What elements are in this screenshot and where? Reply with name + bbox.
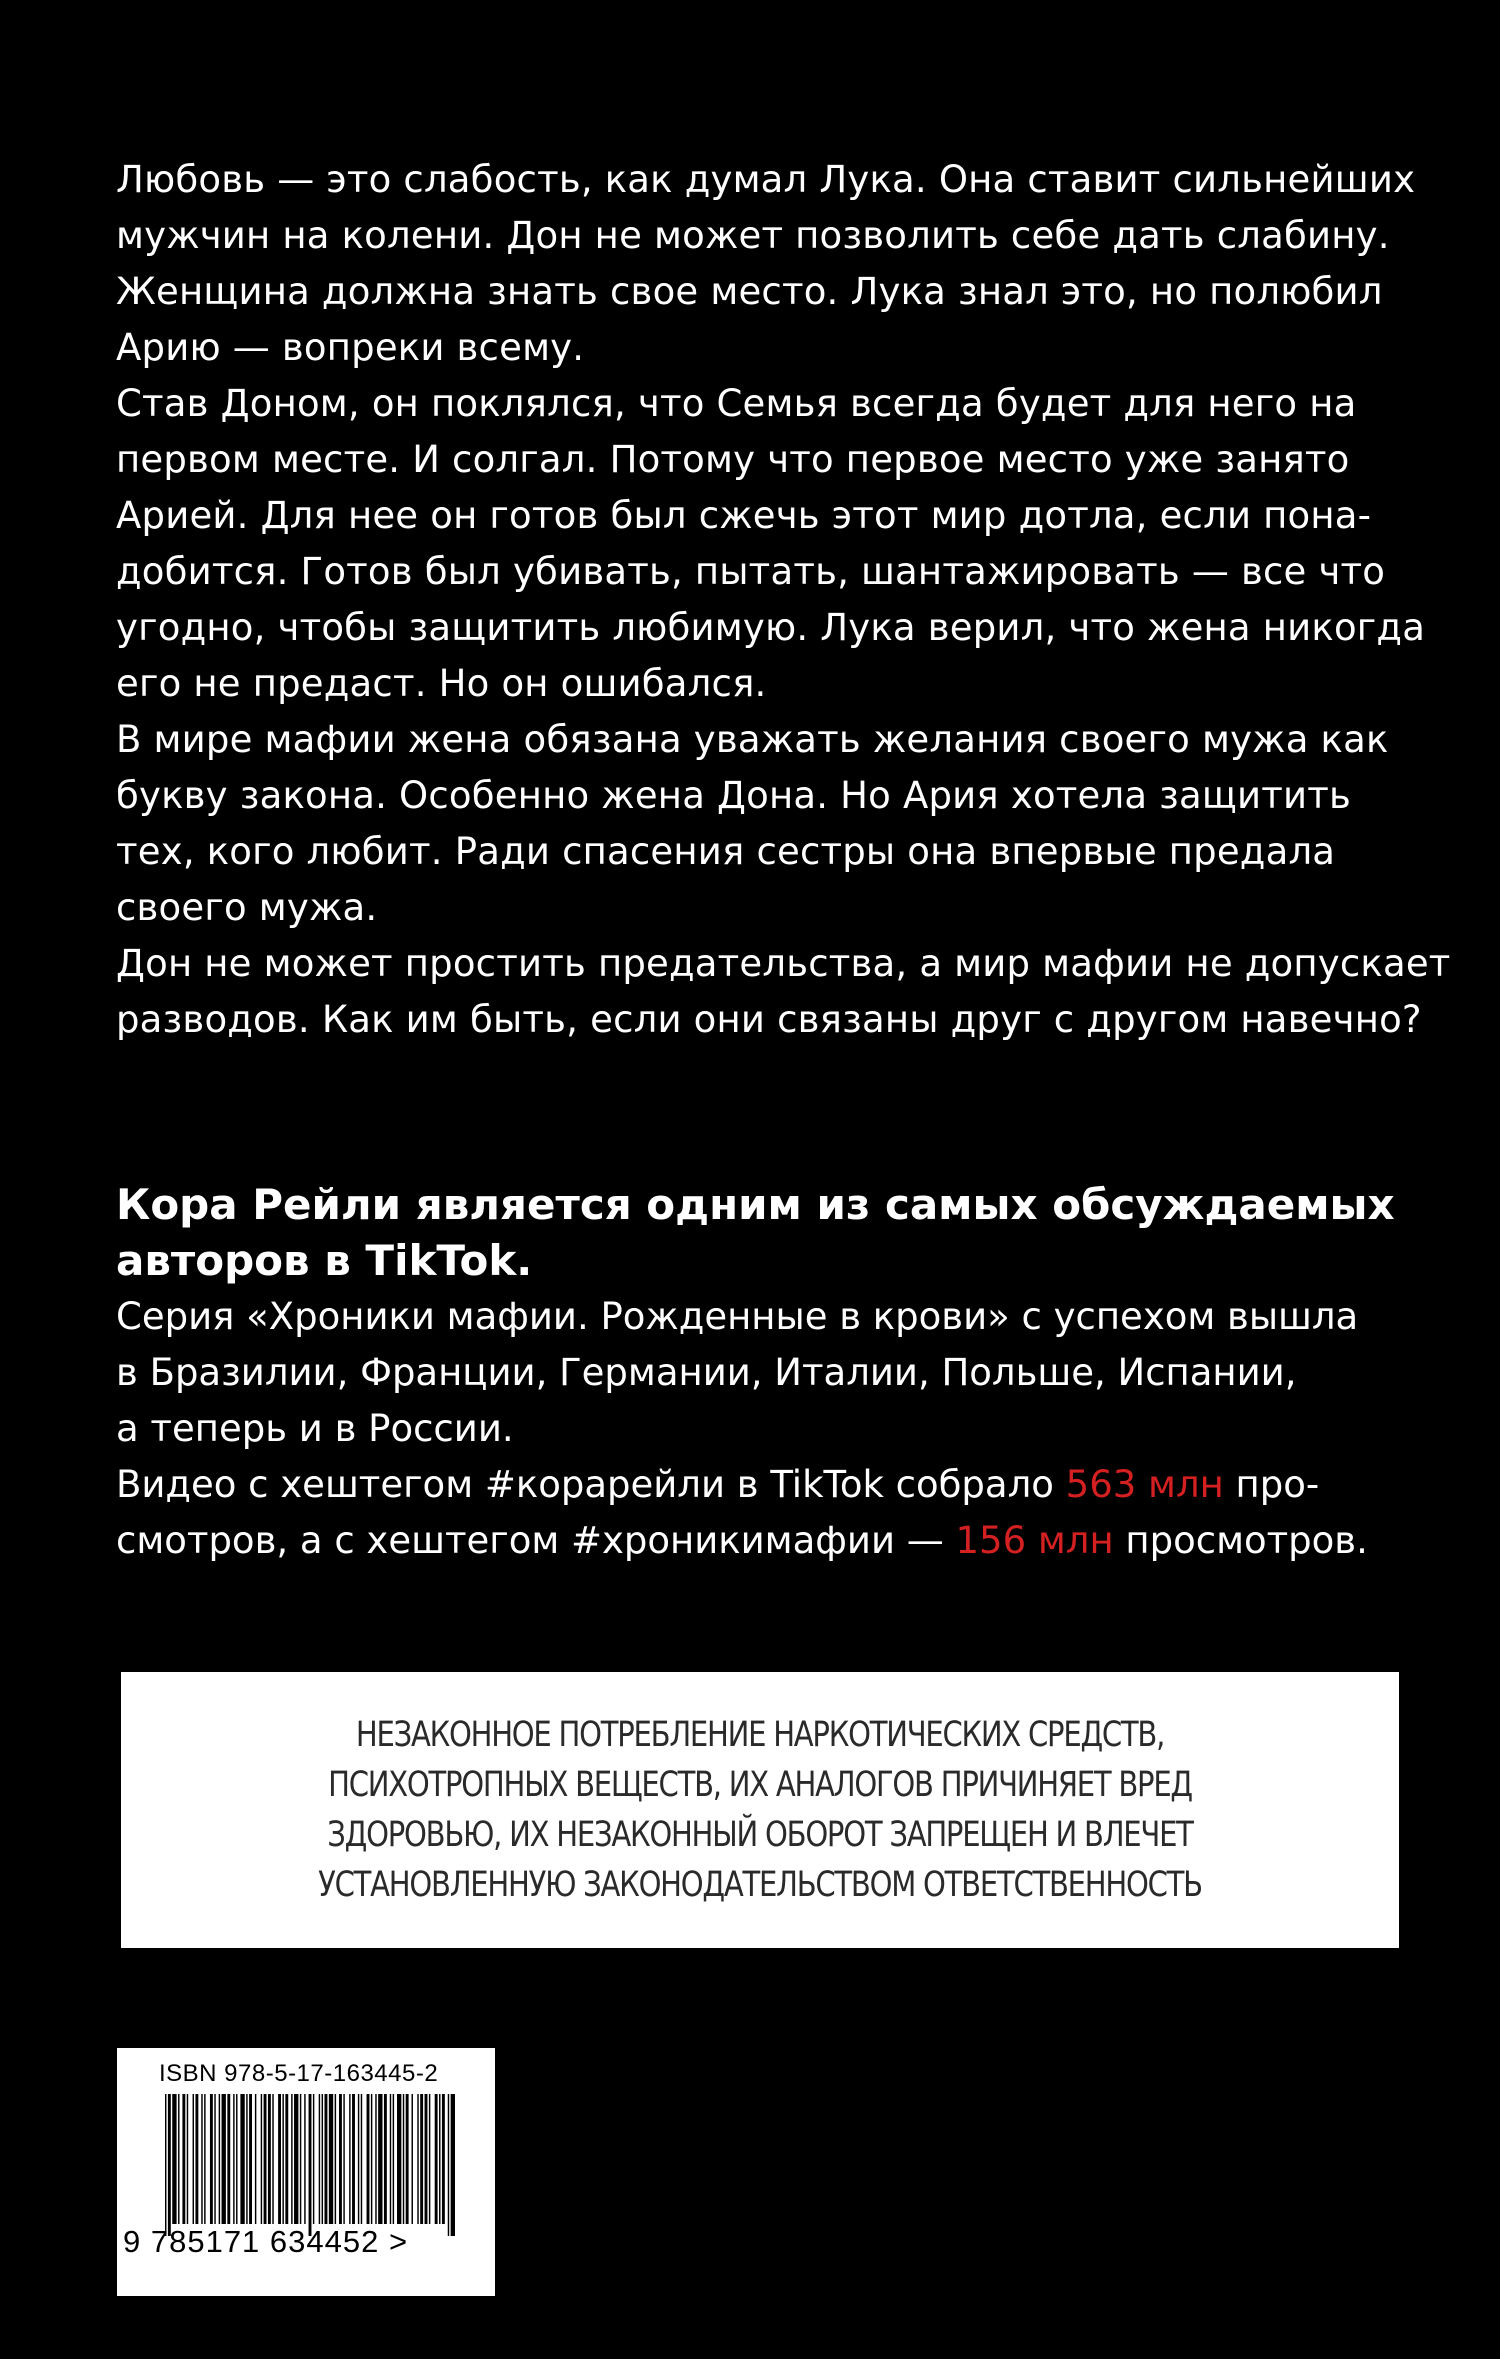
views-line <box>116 1513 1416 1569</box>
barcode-image <box>165 2094 455 2236</box>
barcode-bar <box>319 2094 320 2224</box>
barcode-bar <box>291 2094 292 2224</box>
views-line <box>116 1457 1416 1513</box>
barcode-bar <box>249 2094 252 2224</box>
warning-line: ПСИХОТРОПНЫХ ВЕЩЕСТВ, ИХ АНАЛОГОВ ПРИЧИНЯЕТ ВРЕД <box>328 1765 1192 1805</box>
synopsis-line: букву закона. Особенно жена Дона. Но Ария хотела защитить <box>116 774 1351 817</box>
warning-line: НЕЗАКОННОЕ ПОТРЕБЛЕНИЕ НАРКОТИЧЕСКИХ СРЕДСТВ, <box>355 1715 1165 1755</box>
barcode-bar <box>233 2094 234 2224</box>
synopsis-line: Любовь — это слабость, как думал Лука. Она ставит сильнейших <box>116 158 1416 201</box>
barcode-bar <box>451 2094 455 2236</box>
barcode-bar <box>367 2094 370 2224</box>
barcode-bar <box>272 2094 273 2224</box>
barcode-bar <box>322 2094 323 2224</box>
barcode-bar <box>375 2094 376 2224</box>
synopsis-line: тех, кого любит. Ради спасения сестры она впервые предала <box>116 830 1336 873</box>
barcode-bar <box>165 2094 166 2236</box>
views-text: просмотров. <box>1113 1519 1368 1562</box>
barcode-bar <box>309 2094 312 2236</box>
barcode-bar <box>406 2094 409 2224</box>
warning-line: УСТАНОВЛЕННУЮ ЗАКОНОДАТЕЛЬСТВОМ ОТВЕТСТВЕННОСТЬ <box>318 1865 1202 1905</box>
about-author <box>116 1177 1416 1569</box>
barcode-bar <box>361 2094 362 2224</box>
barcode-bar <box>285 2094 288 2224</box>
series-line: Серия «Хроники мафии. Рожденные в крови» с успехом вышла <box>116 1295 1359 1338</box>
synopsis-line: разводов. Как им быть, если они связаны друг с другом навечно? <box>116 998 1422 1041</box>
barcode-bar <box>264 2094 267 2224</box>
barcode-bar <box>210 2094 213 2224</box>
barcode-bar <box>384 2094 387 2224</box>
barcode-bar <box>378 2094 382 2224</box>
barcode-bar <box>168 2094 171 2236</box>
barcode-bar <box>335 2094 336 2224</box>
barcode-bar <box>222 2094 226 2224</box>
barcode-bar <box>178 2094 179 2224</box>
barcode-bar <box>448 2094 449 2236</box>
synopsis-line: первом месте. И солгал. Потому что первое место уже занято <box>116 438 1350 481</box>
about-heading-line: авторов в TikTok. <box>116 1236 533 1285</box>
synopsis-line: В мире мафии жена обязана уважать желания своего мужа как <box>116 718 1389 761</box>
barcode-bar <box>352 2094 355 2224</box>
barcode-bar <box>193 2094 194 2224</box>
synopsis-line: Женщина должна знать свое место. Лука знал это, но полюбил <box>116 270 1383 313</box>
barcode-bar <box>294 2094 298 2224</box>
barcode-bar <box>393 2094 394 2224</box>
barcode-bar <box>429 2094 430 2224</box>
barcode-bar <box>219 2094 220 2224</box>
barcode-bar <box>343 2094 344 2224</box>
barcode-bar <box>390 2094 391 2224</box>
barcode-bar <box>304 2094 305 2224</box>
barcode-bar <box>300 2094 301 2224</box>
barcode-bar <box>268 2094 271 2224</box>
barcode-bar <box>439 2094 440 2224</box>
synopsis-text <box>116 152 1451 1048</box>
views-count-highlight: 563 млн <box>1065 1463 1224 1506</box>
synopsis-line: его не предаст. Но он ошибался. <box>116 662 767 705</box>
barcode-bar <box>240 2094 244 2224</box>
synopsis-line: Арию — вопреки всему. <box>116 326 585 369</box>
about-heading-line: Кора Рейли является одним из самых обсуждаемых <box>116 1180 1395 1229</box>
synopsis-line: угодно, чтобы защитить любимую. Лука верил, что жена никогда <box>116 606 1426 649</box>
barcode-bar <box>397 2094 401 2224</box>
barcode-bar <box>349 2094 350 2224</box>
views-text: смотров, а с хештегом #хроникимафии — <box>116 1519 956 1562</box>
views-text: Видео с хештегом #корарейли в TikTok собрало <box>116 1463 1066 1506</box>
barcode-bar <box>227 2094 230 2224</box>
barcode-bar <box>371 2094 372 2224</box>
barcode-bar <box>172 2094 176 2224</box>
barcode-bar <box>195 2094 198 2224</box>
barcode-bar <box>187 2094 188 2224</box>
barcode-bar <box>442 2094 445 2224</box>
warning-line: ЗДОРОВЬЮ, ИХ НЕЗАКОННЫЙ ОБОРОТ ЗАПРЕЩЕН И ВЛЕЧЕТ <box>327 1815 1193 1855</box>
barcode-bar <box>420 2094 423 2224</box>
barcode-bar <box>246 2094 247 2224</box>
barcode-digits: 9 785171 634452 > <box>123 2224 409 2259</box>
series-line: а теперь и в России. <box>116 1407 514 1450</box>
barcode-bar <box>255 2094 256 2224</box>
barcode-bar <box>204 2094 205 2224</box>
barcode-bar <box>182 2094 185 2224</box>
barcode-bar <box>435 2094 438 2224</box>
barcode-bar <box>201 2094 202 2224</box>
legal-warning-box <box>121 1672 1399 1948</box>
views-text: про- <box>1223 1463 1320 1506</box>
synopsis-line: добится. Готов был убивать, пытать, шантажировать — все что <box>116 550 1386 593</box>
series-line: в Бразилии, Франции, Германии, Италии, Польше, Испании, <box>116 1351 1297 1394</box>
barcode-bar <box>358 2094 359 2224</box>
barcode-bar <box>329 2094 333 2224</box>
barcode-bar <box>417 2094 418 2224</box>
barcode-bar <box>325 2094 328 2224</box>
barcode-bar <box>261 2094 262 2224</box>
synopsis-line: Арией. Для нее он готов был сжечь этот мир дотла, если пона- <box>116 494 1372 537</box>
synopsis-line: Дон не может простить предательства, а мир мафии не допускает <box>116 942 1451 985</box>
synopsis-line: Став Доном, он поклялся, что Семья всегда будет для него на <box>116 382 1357 425</box>
isbn-barcode-block <box>117 2048 495 2296</box>
barcode-bar <box>278 2094 281 2224</box>
barcode-bar <box>403 2094 404 2224</box>
barcode-bar <box>282 2094 283 2224</box>
synopsis-line: своего мужа. <box>116 886 378 929</box>
barcode-bar <box>236 2094 237 2224</box>
barcode-bar <box>339 2094 342 2224</box>
barcode-bar <box>313 2094 314 2224</box>
barcode-bar <box>214 2094 215 2224</box>
isbn-label: ISBN 978-5-17-163445-2 <box>159 2060 439 2087</box>
synopsis-line: мужчин на колени. Дон не может позволить себе дать слабину. <box>116 214 1390 257</box>
barcode-bar <box>425 2094 428 2224</box>
barcode-bar <box>412 2094 413 2224</box>
views-count-highlight: 156 млн <box>955 1519 1114 1562</box>
